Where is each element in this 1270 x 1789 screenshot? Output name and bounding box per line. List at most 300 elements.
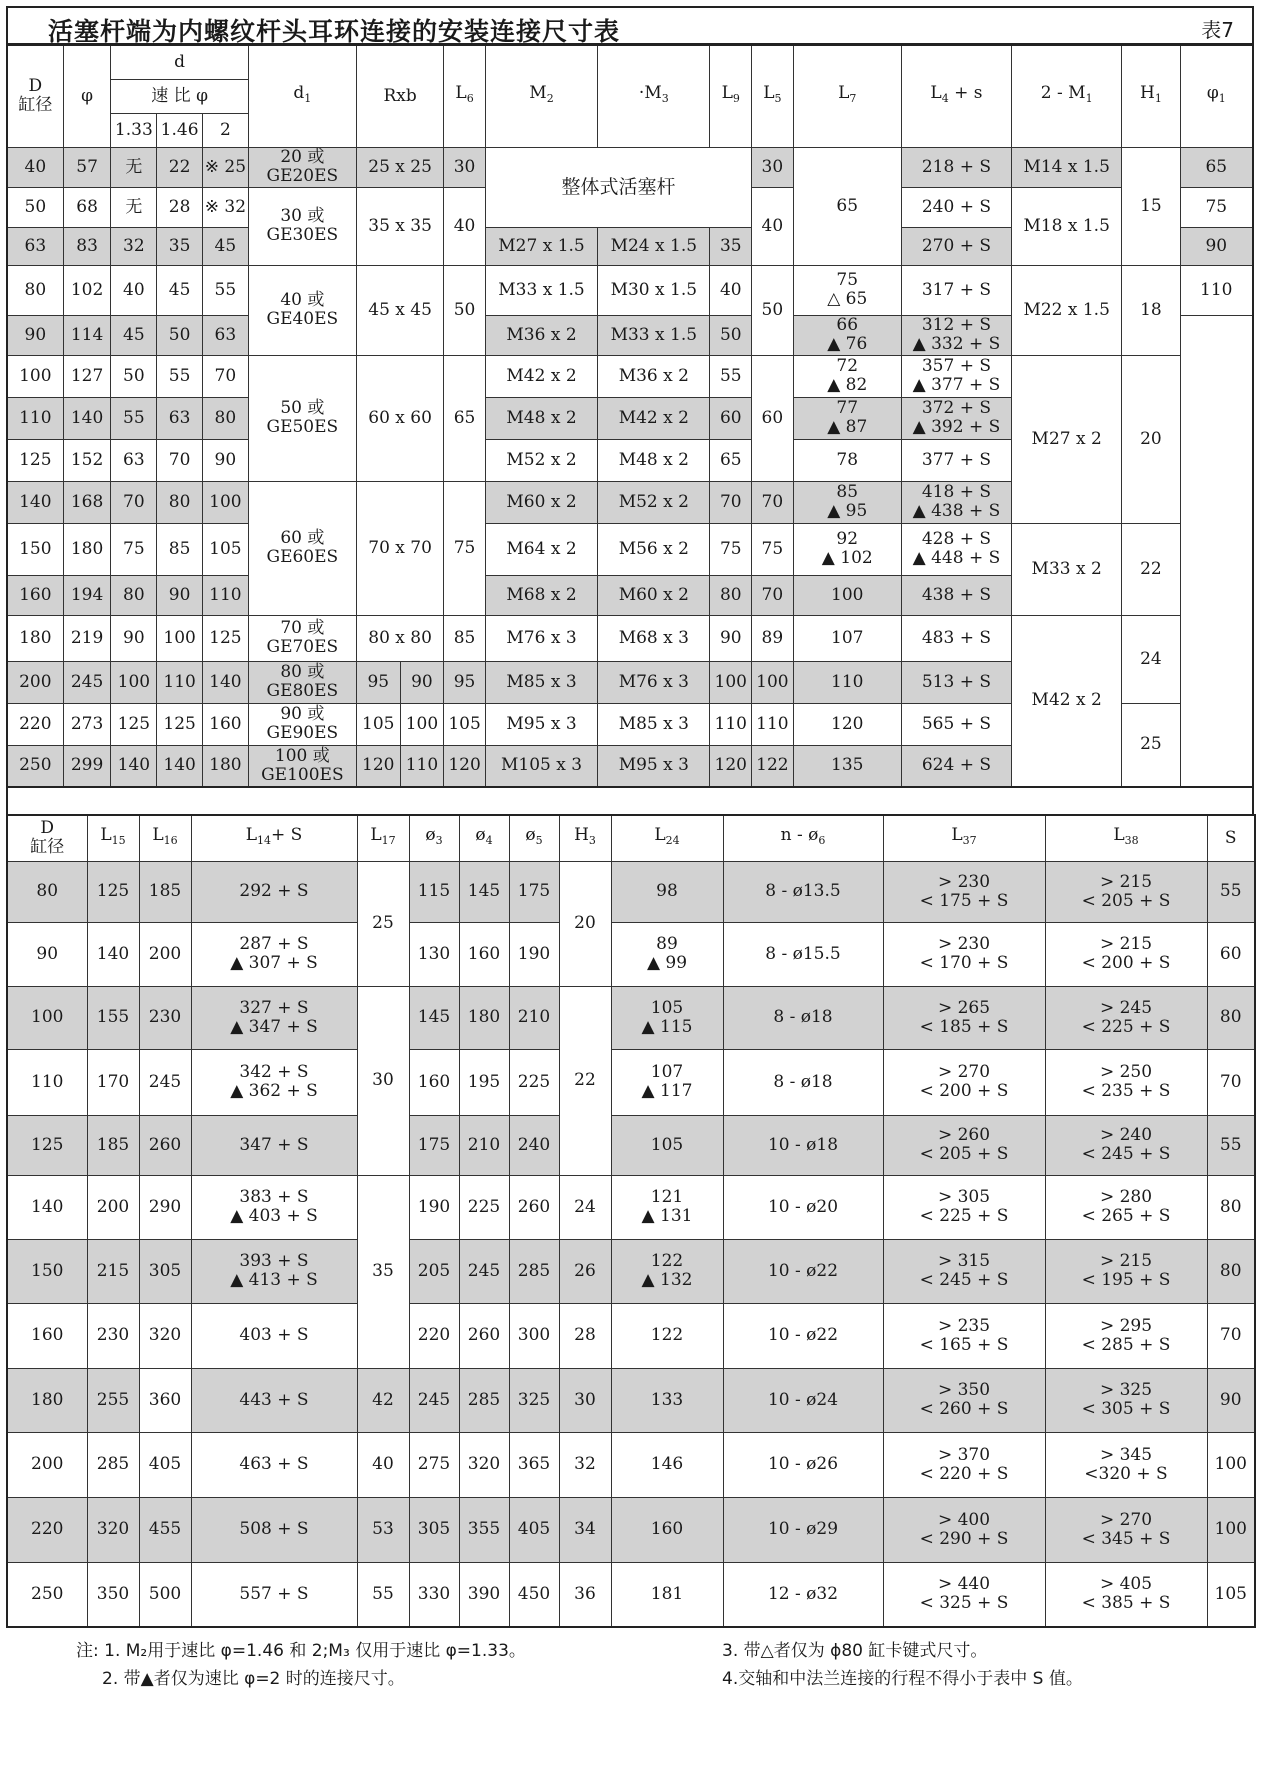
cell-r146: 110 [157,661,203,703]
cell-H3: 34 [559,1497,611,1562]
cell-L7: 85 ▲ 95 [793,481,901,523]
cell-M3: M48 x 2 [598,439,710,481]
cell-L7: 120 [793,703,901,745]
cell-L9: 110 [710,703,752,745]
cell-phi3: 145 [409,986,459,1049]
cell-n-phi6: 10 - ø22 [723,1303,883,1368]
cell-d1: 20 或 GE20ES [248,147,356,187]
cell-S: 105 [1207,1562,1255,1627]
cell-S: 70 [1207,1049,1255,1115]
cell-L4: 513 + S [901,661,1011,703]
cell-S: 70 [1207,1303,1255,1368]
cell-phi3: 275 [409,1432,459,1497]
hdr-n-phi6: n - $ø_6$ [723,815,883,861]
cell-L7: 135 [793,745,901,787]
cell-L14: 292 + S [191,861,357,922]
cell-phi3: 115 [409,861,459,922]
cell-L16: 290 [139,1175,191,1239]
cell-phi: 180 [63,523,111,575]
cell-L24: 160 [611,1497,723,1562]
note-4: 4.交轴和中法兰连接的行程不得小于表中 S 值。 [722,1669,1083,1689]
cell-D: 40 [7,147,63,187]
cell-L5: 100 [752,661,794,703]
cell-D: 63 [7,227,63,265]
cell-phi1: 65 [1180,147,1253,187]
cell-phi: 127 [63,355,111,397]
cell-L7: 92 ▲ 102 [793,523,901,575]
cell-L4: 428 + S ▲ 448 + S [901,523,1011,575]
hdr-L37: $L_{37}$ [883,815,1045,861]
cell-S: 55 [1207,861,1255,922]
cell-L6: 120 [444,745,486,787]
cell-L5: 70 [752,481,794,523]
cell-r2: 45 [202,227,248,265]
cell-r133: 100 [111,661,157,703]
cell-S: 80 [1207,986,1255,1049]
cell-L6: 40 [444,187,486,265]
cell-L17: 40 [357,1432,409,1497]
cell-r133: 50 [111,355,157,397]
cell-L6: 75 [444,481,486,615]
cell-M2: M42 x 2 [485,355,597,397]
cell-L7: 110 [793,661,901,703]
table-number: 表7 [1201,18,1234,42]
cell-R: 105 [356,703,400,745]
cell-rxb: 25 x 25 [356,147,443,187]
cell-D: 125 [7,1115,87,1175]
cell-phi4: 160 [459,922,509,986]
cell-H1: 25 [1122,703,1180,787]
cell-D: 125 [7,439,63,481]
cell-b: 100 [400,703,444,745]
cell-phi4: 195 [459,1049,509,1115]
hdr-d1: $d_1$ [248,45,356,147]
cell-H1: 22 [1122,523,1180,615]
cell-L5: 89 [752,615,794,661]
cell-H1: 18 [1122,265,1180,355]
cell-M1: M27 x 2 [1012,355,1122,523]
cell-b: 110 [400,745,444,787]
cell-r2: 140 [202,661,248,703]
cell-r2: 110 [202,575,248,615]
cell-L14: 508 + S [191,1497,357,1562]
cell-L4: 317 + S [901,265,1011,315]
cell-D: 160 [7,575,63,615]
cell-M3: M52 x 2 [598,481,710,523]
cell-L37: > 230 < 175 + S [883,861,1045,922]
cell-r133: 无 [111,147,157,187]
cell-L38: > 250 < 235 + S [1045,1049,1207,1115]
cell-L38: > 215 < 205 + S [1045,861,1207,922]
cell-L16: 500 [139,1562,191,1627]
cell-L4: 357 + S ▲ 377 + S [901,355,1011,397]
cell-n-phi6: 10 - ø22 [723,1239,883,1303]
cell-L14: 557 + S [191,1562,357,1627]
hdr-L24: $L_{24}$ [611,815,723,861]
cell-phi4: 320 [459,1432,509,1497]
cell-L9: 35 [710,227,752,265]
cell-L15: 170 [87,1049,139,1115]
cell-r146: 85 [157,523,203,575]
cell-L24: 122 ▲ 132 [611,1239,723,1303]
cell-d1: 50 或 GE50ES [248,355,356,481]
cell-L14: 393 + S ▲ 413 + S [191,1239,357,1303]
cell-R: 120 [356,745,400,787]
cell-M3: M33 x 1.5 [598,315,710,355]
cell-phi4: 145 [459,861,509,922]
cell-H1: 15 [1122,147,1180,265]
cell-r146: 70 [157,439,203,481]
cell-phi3: 305 [409,1497,459,1562]
cell-M2: M95 x 3 [485,703,597,745]
cell-D: 90 [7,922,87,986]
cell-r133: 80 [111,575,157,615]
cell-D: 220 [7,703,63,745]
hdr-D: D 缸径 [7,815,87,861]
cell-D: 110 [7,1049,87,1115]
hdr-phi3: $ø_3$ [409,815,459,861]
cell-r2: 55 [202,265,248,315]
cell-D: 90 [7,315,63,355]
cell-d1: 30 或 GE30ES [248,187,356,265]
cell-phi3: 205 [409,1239,459,1303]
hdr-L5: $L_5$ [752,45,794,147]
cell-L38: > 405 < 385 + S [1045,1562,1207,1627]
cell-M2: M60 x 2 [485,481,597,523]
cell-d1: 80 或 GE80ES [248,661,356,703]
cell-d1: 60 或 GE60ES [248,481,356,615]
cell-S: 100 [1207,1432,1255,1497]
cell-L24: 122 [611,1303,723,1368]
cell-r146: 22 [157,147,203,187]
cell-L7: 65 [793,147,901,265]
cell-phi4: 260 [459,1303,509,1368]
cell-phi3: 130 [409,922,459,986]
cell-M2: M85 x 3 [485,661,597,703]
cell-L4: 240 + S [901,187,1011,227]
cell-n-phi6: 10 - ø26 [723,1432,883,1497]
cell-L9: 80 [710,575,752,615]
cell-phi1-empty [1180,315,1253,787]
cell-r2: 180 [202,745,248,787]
cell-L15: 185 [87,1115,139,1175]
cell-H1: 20 [1122,355,1180,523]
cell-S: 100 [1207,1497,1255,1562]
hdr-L15: $L_{15}$ [87,815,139,861]
cell-L37: > 235 < 165 + S [883,1303,1045,1368]
cell-phi5: 225 [509,1049,559,1115]
cell-L14: 463 + S [191,1432,357,1497]
cell-L37: > 370 < 220 + S [883,1432,1045,1497]
cell-r146: 125 [157,703,203,745]
cell-M1: M18 x 1.5 [1012,187,1122,265]
cell-phi5: 210 [509,986,559,1049]
cell-H3: 28 [559,1303,611,1368]
cell-L15: 255 [87,1368,139,1432]
cell-L6: 105 [444,703,486,745]
cell-r2: 80 [202,397,248,439]
cell-L7: 107 [793,615,901,661]
cell-M3: M95 x 3 [598,745,710,787]
cell-phi3: 160 [409,1049,459,1115]
cell-S: 80 [1207,1175,1255,1239]
cell-S: 80 [1207,1239,1255,1303]
cell-r133: 63 [111,439,157,481]
cell-rxb: 80 x 80 [356,615,443,661]
cell-r2: 105 [202,523,248,575]
cell-n-phi6: 8 - ø13.5 [723,861,883,922]
hdr-ratio-2: 2 [202,113,248,147]
hdr-phi: φ [63,45,111,147]
cell-rxb: 35 x 35 [356,187,443,265]
cell-L17: 42 [357,1368,409,1432]
cell-L14: 327 + S ▲ 347 + S [191,986,357,1049]
cell-H3: 30 [559,1368,611,1432]
cell-D: 200 [7,661,63,703]
cell-L6: 65 [444,355,486,481]
cell-phi1: 75 [1180,187,1253,227]
cell-M2: M76 x 3 [485,615,597,661]
cell-r146: 45 [157,265,203,315]
cell-D: 100 [7,355,63,397]
cell-L37: > 230 < 170 + S [883,922,1045,986]
cell-M2: M48 x 2 [485,397,597,439]
cell-L38: > 245 < 225 + S [1045,986,1207,1049]
cell-L24: 107 ▲ 117 [611,1049,723,1115]
cell-L37: > 305 < 225 + S [883,1175,1045,1239]
cell-phi4: 285 [459,1368,509,1432]
cell-phi1: 110 [1180,265,1253,315]
cell-M1: M22 x 1.5 [1012,265,1122,355]
cell-r2: 90 [202,439,248,481]
cell-phi: 83 [63,227,111,265]
cell-r133: 32 [111,227,157,265]
cell-M3: M42 x 2 [598,397,710,439]
cell-L16: 200 [139,922,191,986]
cell-M1: M42 x 2 [1012,615,1122,787]
cell-D: 200 [7,1432,87,1497]
cell-L4: 483 + S [901,615,1011,661]
cell-M3: M24 x 1.5 [598,227,710,265]
cell-d1: 70 或 GE70ES [248,615,356,661]
cell-phi: 245 [63,661,111,703]
cell-phi: 194 [63,575,111,615]
cell-L24: 105 ▲ 115 [611,986,723,1049]
hdr-H3: $H_3$ [559,815,611,861]
hdr-H1: $H_1$ [1122,45,1180,147]
cell-r2: 63 [202,315,248,355]
cell-phi5: 365 [509,1432,559,1497]
cell-L9: 50 [710,315,752,355]
cell-phi: 68 [63,187,111,227]
cell-L6: 30 [444,147,486,187]
cell-r146: 140 [157,745,203,787]
cell-H3: 20 [559,861,611,986]
cell-rxb: 70 x 70 [356,481,443,615]
cell-L38: > 345 <320 + S [1045,1432,1207,1497]
note-2: 2. 带▲者仅为速比 φ=2 时的连接尺寸。 [102,1669,405,1689]
page-title: 活塞杆端为内螺纹杆头耳环连接的安装连接尺寸表 [48,17,621,46]
cell-r133: 70 [111,481,157,523]
cell-r2: 100 [202,481,248,523]
cell-L16: 455 [139,1497,191,1562]
cell-phi5: 240 [509,1115,559,1175]
hdr-M2: $M_2$ [485,45,597,147]
cell-L7: 75 △ 65 [793,265,901,315]
cell-L4: 438 + S [901,575,1011,615]
cell-L24: 105 [611,1115,723,1175]
cell-phi: 114 [63,315,111,355]
cell-phi3: 190 [409,1175,459,1239]
cell-M3: M60 x 2 [598,575,710,615]
hdr-ratio-146: 1.46 [157,113,203,147]
cell-D: 140 [7,1175,87,1239]
cell-n-phi6: 10 - ø20 [723,1175,883,1239]
cell-L16: 185 [139,861,191,922]
hdr-M3: $\cdot M_3$ [598,45,710,147]
hdr-rxb: Rxb [356,45,443,147]
hdr-ratio: 速 比 φ [111,79,248,113]
cell-phi: 299 [63,745,111,787]
cell-L9: 60 [710,397,752,439]
cell-phi5: 260 [509,1175,559,1239]
cell-L5: 50 [752,265,794,355]
cell-L24: 146 [611,1432,723,1497]
cell-r133: 无 [111,187,157,227]
cell-phi: 102 [63,265,111,315]
cell-D: 180 [7,615,63,661]
cell-L5: 70 [752,575,794,615]
cell-L9: 120 [710,745,752,787]
cell-r133: 75 [111,523,157,575]
cell-L4: 270 + S [901,227,1011,265]
cell-n-phi6: 8 - ø18 [723,1049,883,1115]
cell-L16: 305 [139,1239,191,1303]
cell-r146: 28 [157,187,203,227]
cell-H3: 24 [559,1175,611,1239]
cell-L24: 133 [611,1368,723,1432]
cell-H3: 22 [559,986,611,1175]
cell-D: 160 [7,1303,87,1368]
cell-H1: 24 [1122,615,1180,703]
cell-phi1: 90 [1180,227,1253,265]
cell-L37: > 350 < 260 + S [883,1368,1045,1432]
cell-L15: 215 [87,1239,139,1303]
cell-L5: 110 [752,703,794,745]
cell-L16: 260 [139,1115,191,1175]
cell-L24: 98 [611,861,723,922]
cell-r2: 70 [202,355,248,397]
cell-M3: M36 x 2 [598,355,710,397]
cell-M3: M68 x 3 [598,615,710,661]
cell-phi5: 175 [509,861,559,922]
cell-L5: 122 [752,745,794,787]
cell-M1: M14 x 1.5 [1012,147,1122,187]
cell-L5: 75 [752,523,794,575]
cell-L4: 624 + S [901,745,1011,787]
hdr-L16: $L_{16}$ [139,815,191,861]
cell-M3: M56 x 2 [598,523,710,575]
cell-phi5: 450 [509,1562,559,1627]
cell-n-phi6: 10 - ø18 [723,1115,883,1175]
cell-L14: 443 + S [191,1368,357,1432]
cell-L15: 320 [87,1497,139,1562]
cell-L14: 287 + S ▲ 307 + S [191,922,357,986]
cell-H3: 26 [559,1239,611,1303]
cell-L4: 565 + S [901,703,1011,745]
cell-r146: 90 [157,575,203,615]
cell-M2: M36 x 2 [485,315,597,355]
cell-L4: 312 + S ▲ 332 + S [901,315,1011,355]
cell-L24: 89 ▲ 99 [611,922,723,986]
cell-L38: > 325 < 305 + S [1045,1368,1207,1432]
cell-n-phi6: 8 - ø18 [723,986,883,1049]
cell-L17: 53 [357,1497,409,1562]
title-bar [6,6,1254,44]
cell-r146: 55 [157,355,203,397]
cell-r133: 125 [111,703,157,745]
cell-D: 250 [7,1562,87,1627]
table-bottom [6,814,1256,1628]
cell-L15: 230 [87,1303,139,1368]
cell-D: 100 [7,986,87,1049]
cell-phi: 168 [63,481,111,523]
dimension-sheet [6,6,1254,1688]
cell-L9: 55 [710,355,752,397]
cell-n-phi6: 10 - ø29 [723,1497,883,1562]
cell-L15: 285 [87,1432,139,1497]
cell-L6: 50 [444,265,486,355]
cell-phi3: 175 [409,1115,459,1175]
hdr-L6: $L_6$ [444,45,486,147]
cell-D: 220 [7,1497,87,1562]
cell-d1: 40 或 GE40ES [248,265,356,355]
cell-L17: 35 [357,1175,409,1368]
cell-L14: 383 + S ▲ 403 + S [191,1175,357,1239]
cell-D: 80 [7,861,87,922]
cell-L9: 90 [710,615,752,661]
cell-L37: > 265 < 185 + S [883,986,1045,1049]
cell-L37: > 440 < 325 + S [883,1562,1045,1627]
cell-phi4: 355 [459,1497,509,1562]
cell-M2: M68 x 2 [485,575,597,615]
cell-r133: 90 [111,615,157,661]
cell-L16: 230 [139,986,191,1049]
note-3: 3. 带△者仅为 ϕ80 缸卡键式尺寸。 [722,1641,988,1661]
cell-L38: > 295 < 285 + S [1045,1303,1207,1368]
hdr-phi4: $ø_4$ [459,815,509,861]
cell-phi: 152 [63,439,111,481]
table-top [6,44,1254,788]
cell-S: 55 [1207,1115,1255,1175]
cell-n-phi6: 12 - ø32 [723,1562,883,1627]
cell-phi5: 405 [509,1497,559,1562]
cell-phi4: 180 [459,986,509,1049]
cell-L14: 342 + S ▲ 362 + S [191,1049,357,1115]
cell-L9: 100 [710,661,752,703]
cell-phi5: 325 [509,1368,559,1432]
cell-M2: M64 x 2 [485,523,597,575]
cell-phi4: 210 [459,1115,509,1175]
cell-M1: M33 x 2 [1012,523,1122,615]
cell-phi4: 390 [459,1562,509,1627]
cell-r146: 80 [157,481,203,523]
cell-L5: 40 [752,187,794,265]
cell-L14: 347 + S [191,1115,357,1175]
hdr-L9: $L_9$ [710,45,752,147]
cell-L9: 70 [710,481,752,523]
cell-r146: 100 [157,615,203,661]
